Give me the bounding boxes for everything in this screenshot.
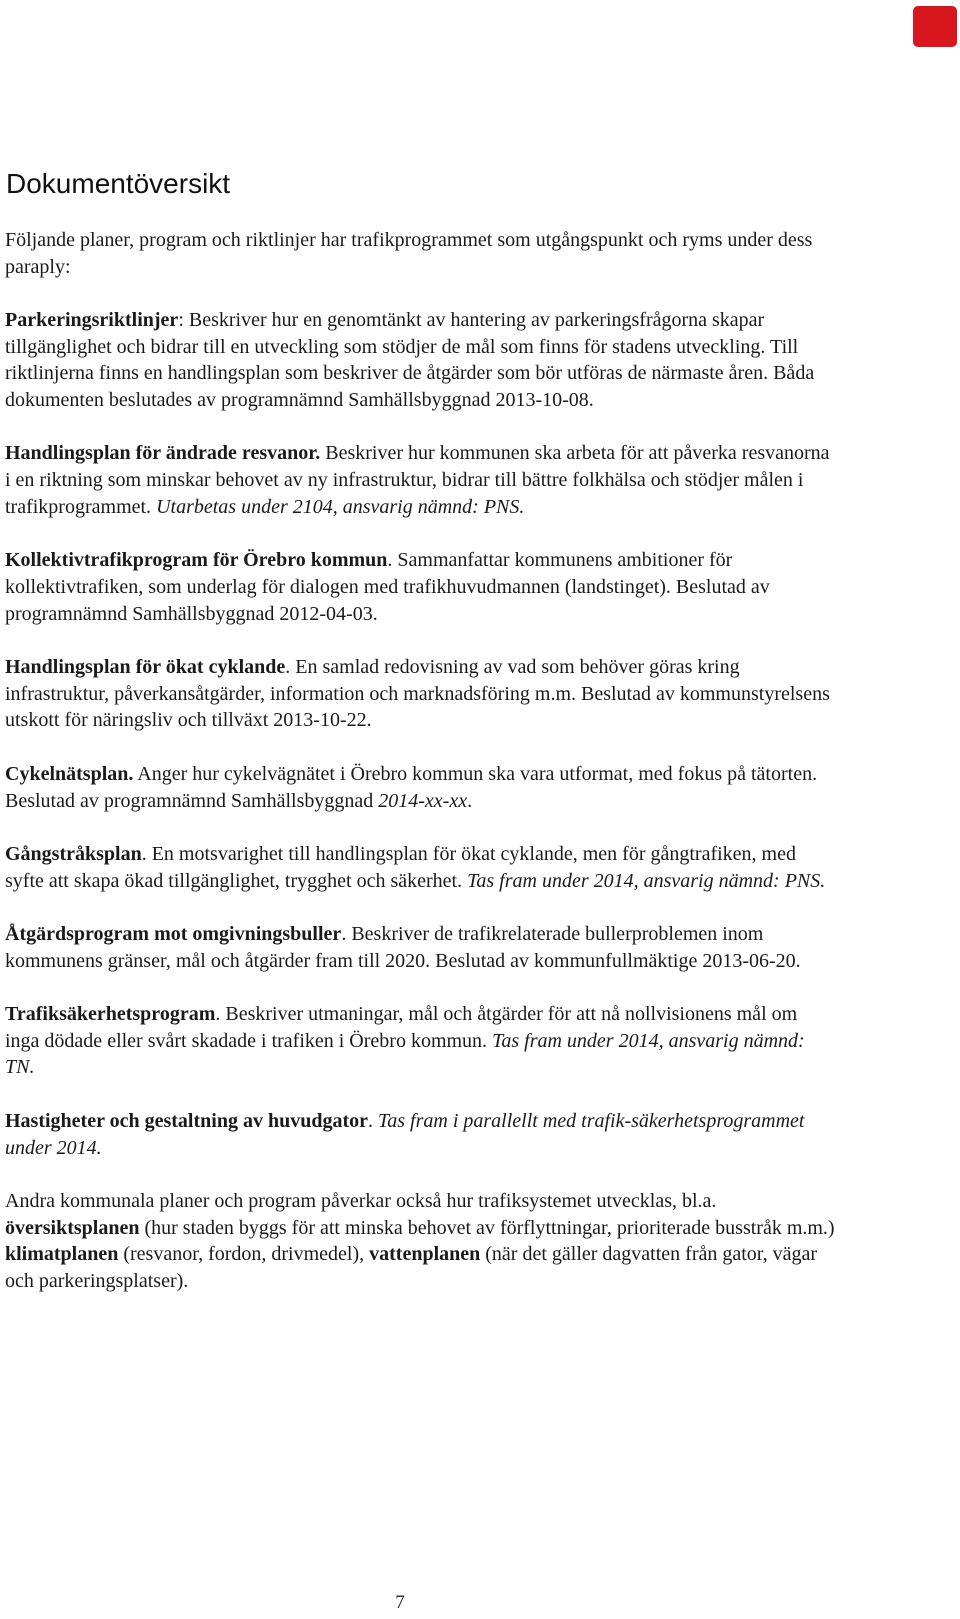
item-note: Tas fram under 2014, ansvarig nämnd: TN. <box>5 1029 805 1079</box>
intro-paragraph: Följande planer, program och riktlinjer har trafikprogrammet som utgångspunkt och ryms under dess paraply: <box>5 229 813 278</box>
item-title: Handlingsplan för ändrade resvanor. <box>5 442 321 465</box>
item-handlingsplan-cyklande: Handlingsplan för ökat cyklande. En samlad redovisning av vad som behöver göras kring infrastruktur, påverkansåtgärder, information och marknadsföring m.m. Beslutad av kommunstyrelsens utskott för näringsliv och tillväxt 2013-10-22. <box>5 656 830 732</box>
item-trafiksakerhetsprogram: Trafiksäkerhetsprogram. Beskriver utmaningar, mål och åtgärder för att nå nollvisionens mål om inga dödade eller svårt skadade i trafiken i Örebro kommun. Tas fram under 2014, ansvarig nämnd: TN. <box>5 1003 805 1079</box>
item-title: Parkeringsriktlinjer <box>5 308 179 331</box>
item-text: Beskriver hur kommunen ska arbeta för att påverka resvanorna i en riktning som minskar behovet av ny infrastruktur, bidrar till bättre folkhälsa och stödjer målen i trafikprogrammet. <box>5 442 830 518</box>
item-text: Sammanfattar kommunens ambitioner för kollektivtrafiken, som underlag för dialogen med trafikhuvudmannen (landstinget). Beslutad av programnämnd Samhällsbyggnad 2012-04-03. <box>5 549 770 625</box>
page-heading: Dokumentöversikt <box>6 168 231 199</box>
item-note: 2014-xx-xx <box>378 789 468 812</box>
item-text: En motsvarighet till handlingsplan för ökat cyklande, men för gångtrafiken, med syfte att skapa ökad tillgänglighet, trygghet och säkerhet. <box>5 842 796 892</box>
item-title: Handlingsplan för ökat cyklande <box>5 656 286 678</box>
document-body <box>5 227 835 1321</box>
item-gangstraksplan: Gångstråksplan. En motsvarighet till handlingsplan för ökat cyklande, men för gångtrafiken, med syfte att skapa ökad tillgänglighet, trygghet och säkerhet. Tas fram under 2014, ansvarig nämnd: PNS. <box>5 842 826 892</box>
item-title: Åtgärdsprogram mot omgivningsbuller <box>5 922 342 945</box>
item-title: Kollektivtrafikprogram för Örebro kommun <box>5 549 388 572</box>
item-text: Beskriver de trafikrelaterade bullerproblemen inom kommunens gränser, mål och åtgärder fram till 2020. Beslutad av kommunfullmäktige 2013-06-20. <box>5 922 801 972</box>
item-title: Cykelnätsplan. <box>5 762 134 785</box>
corner-brand-mark <box>913 6 957 47</box>
item-cykelnatsplan: Cykelnätsplan. Anger hur cykelvägnätet i Örebro kommun ska vara utformat, med fokus på tätorten. Beslutad av programnämnd Samhällsbyggnad 2014-xx-xx. <box>5 762 818 812</box>
item-text: Beskriver utmaningar, mål och åtgärder för att nå nollvisionens mål om inga dödade eller svårt skadade i trafiken i Örebro kommun. <box>5 1003 798 1052</box>
page-number: 7 <box>395 1592 405 1613</box>
item-hastigheter-gestaltning: Hastigheter och gestaltning av huvudgator. Tas fram i parallellt med trafik-säkerhetsprogrammet under 2014. <box>5 1109 805 1159</box>
item-kollektivtrafikprogram: Kollektivtrafikprogram för Örebro kommun. Sammanfattar kommunens ambitioner för kollektivtrafiken, som underlag för dialogen med trafikhuvudmannen (landstinget). Beslutad av programnämnd Samhällsbyggnad 2012-04-03. <box>5 549 770 625</box>
item-note: Tas fram i parallellt med trafik-säkerhetsprogrammet under 2014. <box>5 1109 805 1159</box>
item-parkeringsriktlinjer: Parkeringsriktlinjer: Beskriver hur en genomtänkt av hantering av parkeringsfrågorna skapar tillgänglighet och bidrar till en utveckling som stödjer de mål som finns för stadens utveckling. Till riktlinjerna finns en handlingsplan som beskriver de åtgärder som bör utföras de närmaste åren. Båda dokumenten beslutades av programnämnd Samhällsbyggnad 2013-10-08. <box>5 308 815 412</box>
item-note: Tas fram under 2014, ansvarig nämnd: PNS. <box>467 869 826 892</box>
term-klimatplanen: klimatplanen <box>5 1243 119 1266</box>
item-title: Hastigheter och gestaltning av huvudgator <box>5 1109 368 1132</box>
closing-paragraph: Andra kommunala planer och program påverkar också hur trafiksystemet utvecklas, bl.a. översiktsplanen (hur staden byggs för att minska behovet av förflyttningar, prioriterade busstråk m.m.) klimatplanen (resvanor, fordon, drivmedel), vattenplanen (när det gäller dagvatten från gator, vägar och parkeringsplatser). <box>5 1189 835 1293</box>
item-title: Trafiksäkerhetsprogram <box>5 1003 216 1026</box>
term-oversiktsplanen: översiktsplanen <box>5 1216 140 1239</box>
item-handlingsplan-resvanor <box>5 440 835 520</box>
item-atgardsprogram-buller: Åtgärdsprogram mot omgivningsbuller. Beskriver de trafikrelaterade bullerproblemen inom kommunens gränser, mål och åtgärder fram till 2020. Beslutad av kommunfullmäktige 2013-06-20. <box>5 922 801 972</box>
item-text: Anger hur cykelvägnätet i Örebro kommun ska vara utformat, med fokus på tätorten. Beslutad av programnämnd Samhällsbyggnad <box>5 762 818 812</box>
item-text: En samlad redovisning av vad som behöver göras kring infrastruktur, påverkansåtgärder, information och marknadsföring m.m. Beslutad av kommunstyrelsens utskott för näringsliv och tillväxt 2013-10-22. <box>5 656 830 732</box>
item-title: Gångstråksplan <box>5 842 142 865</box>
term-vattenplanen: vattenplanen <box>369 1243 481 1266</box>
item-note: Utarbetas under 2104, ansvarig nämnd: PNS. <box>156 495 525 518</box>
item-text: Beskriver hur en genomtänkt av hantering av parkeringsfrågorna skapar tillgänglighet och bidrar till en utveckling som stödjer de mål som finns för stadens utveckling. Till riktlinjerna finns en handlingsplan som beskriver de åtgärder som bör utföras de närmaste åren. Båda dokumenten beslutades av programnämnd Samhällsbyggnad 2013-10-08. <box>5 308 815 412</box>
